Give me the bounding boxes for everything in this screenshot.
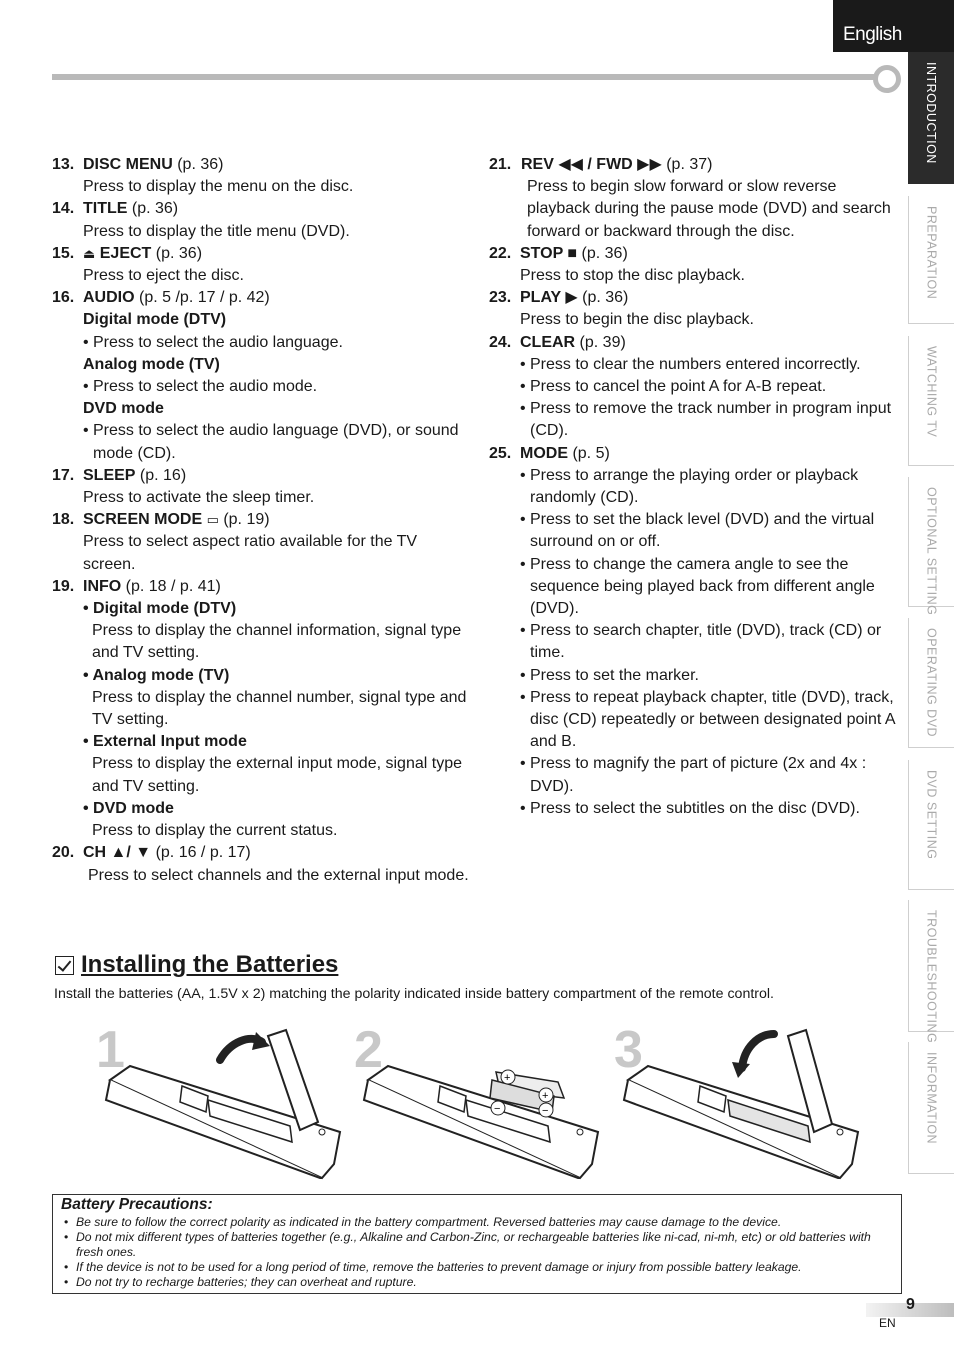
step-number-3: 3 [614,1021,643,1079]
side-tab-watching-tv[interactable]: WATCHING TV [908,336,954,466]
screen-mode-icon: ▭ [206,512,219,528]
item-rev-fwd: 21. REV ◀◀ / FWD ▶▶ (p. 37) Press to begin slow forward or slow reverse playback during the pause mode (DVD) and search forward or backward through the disc. [489,156,891,240]
checkbox-icon [55,956,74,975]
remote-insert-batteries-illustration [358,1020,608,1185]
svg-text:−: − [542,1105,549,1117]
language-tab: English [833,0,954,52]
item-info: 19. INFO (p. 18 / p. 41) • Digital mode (DTV) Press to display the channel information, signal type and TV setting. • Analog mode (TV) Press to display the channel number, signal type and TV setting. • External Input mode Press to display the external input mode, signal type and TV setting. • DVD mode Press to display the current status. [52,577,467,840]
svg-text:−: − [494,1103,501,1115]
list-item: • Do not mix different types of batteries together (e.g., Alkaline and Carbon-Zinc, or rechargeable batteries like ni-cad, ni-mh, etc) or old batteries with fresh ones. [61,1230,893,1260]
side-tab-troubleshooting[interactable]: TROUBLESHOOTING [908,900,954,1032]
side-tab-introduction[interactable]: INTRODUCTION [908,52,954,184]
item-eject: 15. ⏏ EJECT (p. 36) Press to eject the disc. [52,244,244,285]
item-audio: 16. AUDIO (p. 5 /p. 17 / p. 42) Digital mode (DTV) • Press to select the audio language. Analog mode (TV) • Press to select the audio mode. DVD mode • Press to select the audio language (DVD), or sound mode (CD). [52,287,472,465]
item-clear: 24. CLEAR (p. 39) • Press to clear the numbers entered incorrectly. • Press to cancel the point A for A-B repeat. • Press to remove the track number in program input (CD). [489,332,899,443]
side-tab-optional-setting[interactable]: OPTIONAL SETTING [908,477,954,607]
list-item: • Do not try to recharge batteries; they can overheat and rupture. [61,1275,893,1290]
left-column [52,154,472,887]
item-play: 23. PLAY ▶ (p. 36) Press to begin the disc playback. [489,289,754,329]
item-channel: 20. CH ▲/ ▼ (p. 16 / p. 17) Press to select channels and the external input mode. [52,844,469,884]
side-tab-preparation[interactable]: PREPARATION [908,196,954,324]
battery-precautions-box [52,1194,902,1294]
item-stop: 22. STOP ■ (p. 36) Press to stop the disc playback. [489,244,745,285]
remote-close-cover-illustration [618,1020,868,1185]
list-item: • Be sure to follow the correct polarity as indicated in the battery compartment. Reversed batteries may cause damage to the device. [61,1215,893,1230]
side-tab-operating-dvd[interactable]: OPERATING DVD [908,618,954,748]
step-number-1: 1 [96,1021,125,1079]
side-tab-dvd-setting[interactable]: DVD SETTING [908,760,954,890]
item-disc-menu: 13. DISC MENU (p. 36) Press to display the menu on the disc. [52,156,354,196]
step-number-2: 2 [354,1021,383,1079]
eject-icon: ⏏ [83,245,96,261]
item-title: 14. TITLE (p. 36) Press to display the title menu (DVD). [52,200,350,240]
item-screen-mode: 18. SCREEN MODE ▭ (p. 19) Press to select aspect ratio available for the TV screen. [52,511,418,573]
page-language-code: EN [879,1316,896,1330]
item-sleep: 17. SLEEP (p. 16) Press to activate the sleep timer. [52,466,315,507]
batteries-heading: Installing the Batteries [55,951,338,979]
item-mode: 25. MODE (p. 5) • Press to arrange the playing order or playback randomly (CD). • Press to set the black level (DVD) and the virtual surround on or off. • Press to change the camera angle to see the sequence being played back from different angle (DVD). • Press to search chapter, title (DVD), track (CD) or time. • Press to set the marker. • Press to repeat playback chapter, title (DVD), track, disc (CD) repeatedly or between designated point A and B. • Press to magnify the part of picture (2x and 4x : DVD). • Press to select the subtitles on the disc (DVD). [489,443,899,820]
precautions-title: Battery Precautions: [61,1196,213,1213]
batteries-description: Install the batteries (AA, 1.5V x 2) matching the polarity indicated inside battery compartment of the remote control. [54,986,774,1002]
right-column [489,154,899,820]
precautions-list [61,1215,893,1290]
list-item: • If the device is not to be used for a long period of time, remove the batteries to prevent damage or injury from possible battery leakage. [61,1260,893,1275]
svg-text:+: + [504,1072,511,1084]
header-ring [873,65,901,93]
svg-text:+: + [542,1090,549,1102]
remote-open-cover-illustration [100,1020,350,1185]
page-number: 9 [906,1296,915,1313]
side-tab-information[interactable]: INFORMATION [908,1042,954,1174]
header-rule [52,74,878,80]
